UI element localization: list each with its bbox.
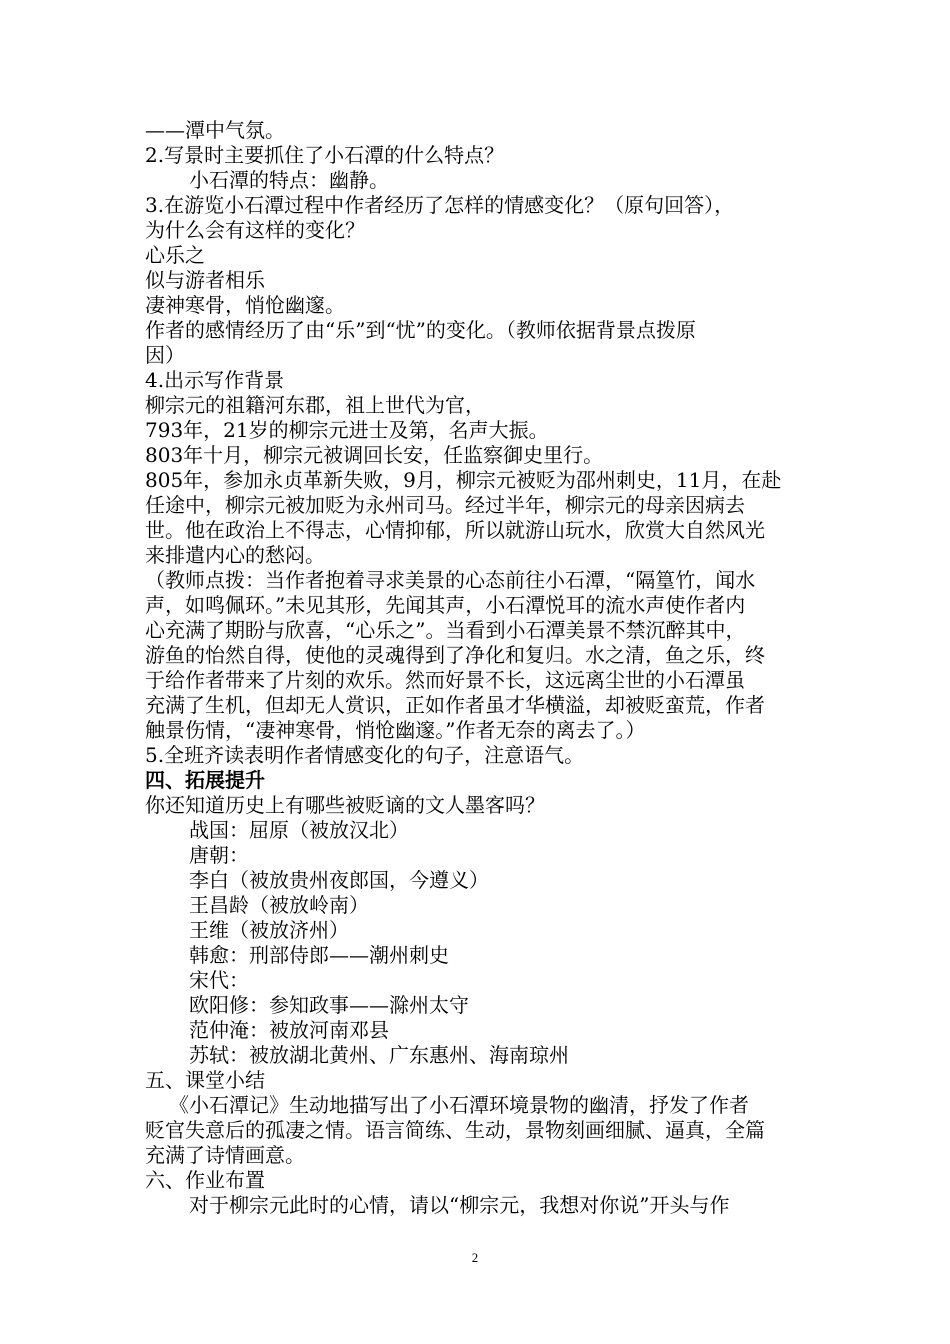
text-line: 凄神寒骨，悄怆幽邃。 [145,293,345,317]
text-line: 苏轼：被放湖北黄州、广东惠州、海南琼州 [189,1043,569,1067]
text-line: 《小石潭记》生动地描写出了小石潭环境景物的幽清，抒发了作者 [169,1093,749,1117]
text-line: 对于柳宗元此时的心情，请以“柳宗元，我想对你说”开头与作 [189,1193,730,1217]
text-line: 3.在游览小石潭过程中作者经历了怎样的情感变化？（原句回答）， [145,193,735,217]
text-line: 任途中，柳宗元被加贬为永州司马。经过半年，柳宗元的母亲因病去 [145,493,745,517]
document-body [145,118,815,1218]
text-line: 李白（被放贵州夜郎国，今遵义） [189,868,489,892]
text-line: 王昌龄（被放岭南） [189,893,369,917]
text-line: 世。他在政治上不得志，心情抑郁，所以就游山玩水，欣赏大自然风光 [145,518,765,542]
text-line: 因） [145,343,185,367]
text-line: 欧阳修：参知政事——滁州太守 [189,993,469,1017]
section-heading: 六、作业布置 [145,1168,265,1192]
page-number: 2 [471,1250,479,1265]
text-line: 战国：屈原（被放汉北） [189,818,409,842]
text-line: 韩愈：刑部侍郎——潮州刺史 [189,943,449,967]
text-line: 声，如鸣佩环。”未见其形，先闻其声，小石潭悦耳的流水声使作者内 [145,593,746,617]
text-line: 2.写景时主要抓住了小石潭的什么特点？ [145,143,505,167]
text-line: 充满了生机，但却无人赏识，正如作者虽才华横溢，却被贬蛮荒，作者 [145,693,765,717]
text-line: 5.全班齐读表明作者情感变化的句子，注意语气。 [145,743,585,767]
section-heading: 五、课堂小结 [145,1068,265,1092]
text-line: 来排遣内心的愁闷。 [145,543,325,567]
text-line: 似与游者相乐 [145,268,265,292]
text-line: 803年十月，柳宗元被调回长安，任监察御史里行。 [145,443,604,467]
text-line: 于给作者带来了片刻的欢乐。然而好景不长，这远离尘世的小石潭虽 [145,668,745,692]
text-line: 你还知道历史上有哪些被贬谪的文人墨客吗？ [145,793,545,817]
text-line: 游鱼的怡然自得，使他的灵魂得到了净化和复归。水之清，鱼之乐，终 [145,643,765,667]
text-line: 宋代： [189,968,249,992]
text-line: 心充满了期盼与欣喜，“心乐之”。当看到小石潭美景不禁沉醉其中， [145,618,746,642]
text-line: 贬官失意后的孤凄之情。语言简练、生动，景物刻画细腻、逼真，全篇 [145,1118,765,1142]
text-line: 小石潭的特点：幽静。 [189,168,389,192]
text-line: 柳宗元的祖籍河东郡，祖上世代为官， [145,393,485,417]
text-line: 作者的感情经历了由“乐”到“忧”的变化。（教师依据背景点拨原 [145,318,696,342]
text-line: 充满了诗情画意。 [145,1143,305,1167]
text-line: 793年，21岁的柳宗元进士及第，名声大振。 [145,418,549,442]
text-line: 805年，参加永贞革新失败，9月，柳宗元被贬为邵州刺史，11月，在赴 [145,468,782,492]
text-line: ——潭中气氛。 [145,118,285,142]
text-line: 触景伤情，“凄神寒骨，悄怆幽邃。”作者无奈的离去了。） [145,718,646,742]
text-line: 心乐之 [145,243,205,267]
text-line: 范仲淹：被放河南邓县 [189,1018,389,1042]
text-line: 王维（被放济州） [189,918,349,942]
text-line: （教师点拨：当作者抱着寻求美景的心态前往小石潭，“隔篁竹，闻水 [145,568,756,592]
section-heading: 四、拓展提升 [145,768,265,792]
text-line: 4.出示写作背景 [145,368,285,392]
text-line: 为什么会有这样的变化？ [145,218,365,242]
text-line: 唐朝： [189,843,249,867]
